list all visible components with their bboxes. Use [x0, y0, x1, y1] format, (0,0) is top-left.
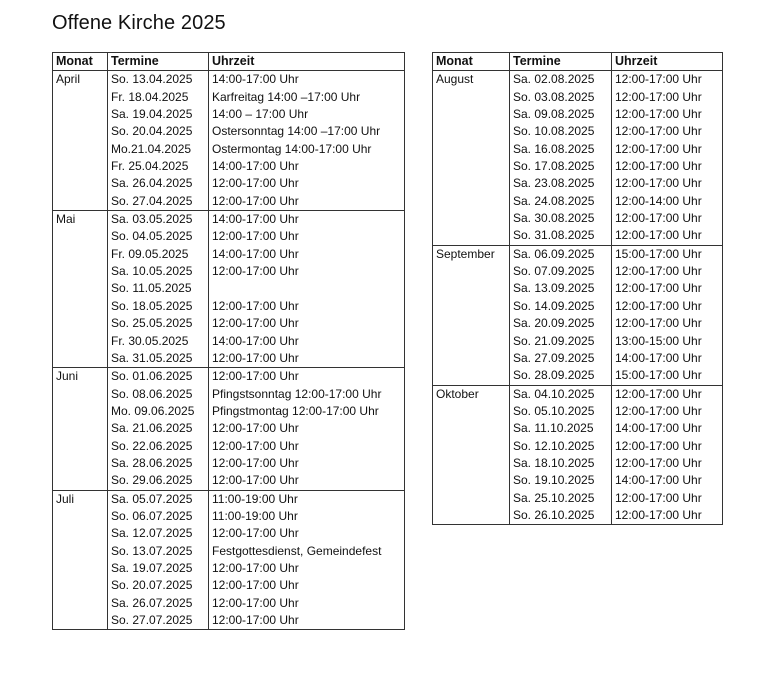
date-cell: So. 13.04.2025	[108, 71, 209, 89]
header-dates: Termine	[510, 53, 612, 71]
table-row	[433, 245, 723, 263]
time-cell: Pfingstmontag 12:00-17:00 Uhr	[212, 403, 379, 418]
time-cell: 14:00-17:00 Uhr	[212, 246, 299, 261]
time-cell: 12:00-17:00 Uhr	[212, 438, 299, 453]
date-cell: Sa. 24.08.2025	[510, 193, 612, 210]
date-cell: Sa. 25.10.2025	[510, 490, 612, 507]
time-cell: 12:00-17:00 Uhr	[212, 229, 299, 244]
table-row	[53, 490, 405, 508]
time-cell: 12:00-17:00 Uhr	[615, 211, 702, 226]
time-cell: 12:00-17:00 Uhr	[615, 316, 702, 331]
date-cell: So. 31.08.2025	[510, 227, 612, 245]
time-cell: 12:00-17:00 Uhr	[212, 298, 299, 313]
time-cell: 12:00-17:00 Uhr	[212, 193, 299, 208]
time-cell: 12:00-17:00 Uhr	[615, 264, 702, 279]
date-cell: Sa. 23.08.2025	[510, 175, 612, 192]
date-cell: Sa. 05.07.2025	[108, 490, 209, 508]
date-cell: Sa. 19.07.2025	[108, 560, 209, 577]
date-cell: So. 12.10.2025	[510, 438, 612, 455]
month-cell: August	[433, 71, 510, 245]
date-cell: So. 01.06.2025	[108, 368, 209, 386]
time-cell: 12:00-17:00 Uhr	[212, 455, 299, 470]
time-cell: 12:00-17:00 Uhr	[212, 578, 299, 593]
date-cell: Fr. 30.05.2025	[108, 333, 209, 350]
schedule-table-right	[432, 52, 723, 525]
time-cell: 12:00-17:00 Uhr	[212, 316, 299, 331]
date-cell: Sa. 02.08.2025	[510, 71, 612, 89]
date-cell: So. 22.06.2025	[108, 438, 209, 455]
header-time: Uhrzeit	[612, 53, 723, 71]
time-cell: 12:00-17:00 Uhr	[615, 281, 702, 296]
month-cell: Juni	[53, 368, 108, 490]
time-cell: 12:00-17:00 Uhr	[615, 490, 702, 505]
date-cell: Sa. 30.08.2025	[510, 210, 612, 227]
month-cell: September	[433, 245, 510, 385]
time-cell: 14:00 – 17:00 Uhr	[212, 107, 309, 122]
time-cell: 12:00-17:00 Uhr	[612, 385, 723, 403]
time-cell: 12:00-17:00 Uhr	[615, 124, 702, 139]
time-cell: Ostermontag 14:00-17:00 Uhr	[212, 141, 372, 156]
header-month: Monat	[53, 53, 108, 71]
time-cell: 12:00-17:00 Uhr	[212, 350, 299, 365]
date-cell: Mo.21.04.2025	[108, 141, 209, 158]
time-cell: 12:00-17:00 Uhr	[615, 298, 702, 313]
date-cell: Sa. 31.05.2025	[108, 350, 209, 368]
date-cell: So. 20.07.2025	[108, 577, 209, 594]
date-cell: So. 21.09.2025	[510, 333, 612, 350]
time-cell: 12:00-17:00 Uhr	[615, 176, 702, 191]
date-cell: Sa. 20.09.2025	[510, 315, 612, 332]
time-cell	[209, 280, 405, 297]
time-cell: 11:00-19:00 Uhr	[212, 508, 298, 523]
table-header-row	[53, 53, 405, 71]
date-cell: Sa. 11.10.2025	[510, 420, 612, 437]
table-row	[53, 368, 405, 386]
date-cell: So. 26.10.2025	[510, 507, 612, 525]
time-cell: 12:00-17:00 Uhr	[212, 595, 299, 610]
date-cell: Fr. 25.04.2025	[108, 158, 209, 175]
date-cell: Sa. 03.05.2025	[108, 211, 209, 229]
time-cell: Festgottesdienst, Gemeindefest	[212, 543, 382, 558]
table-row	[433, 71, 723, 89]
time-cell: 12:00-17:00 Uhr	[212, 526, 299, 541]
time-cell: 12:00-17:00 Uhr	[615, 228, 702, 243]
date-cell: So. 20.04.2025	[108, 123, 209, 140]
time-cell: 12:00-17:00 Uhr	[615, 438, 702, 453]
date-cell: Sa. 16.08.2025	[510, 141, 612, 158]
date-cell: So. 18.05.2025	[108, 298, 209, 315]
date-cell: So. 11.05.2025	[108, 280, 209, 297]
date-cell: Sa. 28.06.2025	[108, 455, 209, 472]
date-cell: Sa. 26.07.2025	[108, 595, 209, 612]
time-cell: 11:00-19:00 Uhr	[209, 490, 405, 508]
date-cell: So. 03.08.2025	[510, 89, 612, 106]
time-cell: 12:00-17:00 Uhr	[615, 159, 702, 174]
date-cell: Sa. 13.09.2025	[510, 280, 612, 297]
time-cell: 12:00-17:00 Uhr	[212, 473, 299, 488]
schedule-body-left	[53, 71, 405, 630]
date-cell: Sa. 04.10.2025	[510, 385, 612, 403]
month-cell: April	[53, 71, 108, 211]
table-row	[53, 211, 405, 229]
time-cell: 14:00-17:00 Uhr	[615, 473, 702, 488]
time-cell: 12:00-17:00 Uhr	[212, 264, 299, 279]
time-cell: 12:00-17:00 Uhr	[615, 89, 702, 104]
month-cell: Mai	[53, 211, 108, 368]
time-cell: 12:00-17:00 Uhr	[615, 72, 702, 87]
date-cell: Sa. 06.09.2025	[510, 245, 612, 263]
date-cell: So. 17.08.2025	[510, 158, 612, 175]
date-cell: So. 10.08.2025	[510, 123, 612, 140]
time-cell: 12:00-17:00 Uhr	[212, 613, 299, 627]
schedule-table-left	[52, 52, 405, 630]
header-time: Uhrzeit	[209, 53, 405, 71]
time-cell: 12:00-17:00 Uhr	[615, 507, 702, 522]
time-cell: 14:00-17:00 Uhr	[615, 350, 702, 365]
time-cell: Ostersonntag 14:00 –17:00 Uhr	[212, 124, 381, 139]
date-cell: Mo. 09.06.2025	[108, 403, 209, 420]
time-cell: Pfingstsonntag 12:00-17:00 Uhr	[212, 386, 382, 401]
time-cell: 13:00-15:00 Uhr	[615, 333, 702, 348]
date-cell: So. 27.04.2025	[108, 193, 209, 211]
date-cell: So. 07.09.2025	[510, 263, 612, 280]
header-dates: Termine	[108, 53, 209, 71]
time-cell: 12:00-17:00 Uhr	[615, 141, 702, 156]
time-cell: 12:00-17:00 Uhr	[209, 368, 405, 386]
date-cell: So. 27.07.2025	[108, 612, 209, 630]
table-row	[433, 385, 723, 403]
date-cell: So. 14.09.2025	[510, 298, 612, 315]
table-header-row	[433, 53, 723, 71]
date-cell: Sa. 21.06.2025	[108, 420, 209, 437]
time-cell: 15:00-17:00 Uhr	[612, 245, 723, 263]
month-cell: Oktober	[433, 385, 510, 525]
time-cell: 12:00-17:00 Uhr	[212, 421, 299, 436]
month-cell: Juli	[53, 490, 108, 630]
date-cell: Sa. 10.05.2025	[108, 263, 209, 280]
date-cell: So. 19.10.2025	[510, 472, 612, 489]
schedule-body-right	[433, 71, 723, 525]
date-cell: Sa. 27.09.2025	[510, 350, 612, 367]
date-cell: So. 13.07.2025	[108, 543, 209, 560]
date-cell: So. 08.06.2025	[108, 386, 209, 403]
date-cell: Sa. 09.08.2025	[510, 106, 612, 123]
date-cell: So. 04.05.2025	[108, 228, 209, 245]
table-row	[53, 71, 405, 89]
date-cell: Sa. 19.04.2025	[108, 106, 209, 123]
date-cell: Sa. 12.07.2025	[108, 525, 209, 542]
date-cell: Sa. 18.10.2025	[510, 455, 612, 472]
date-cell: So. 29.06.2025	[108, 472, 209, 490]
date-cell: So. 06.07.2025	[108, 508, 209, 525]
date-cell: So. 05.10.2025	[510, 403, 612, 420]
time-cell: 14:00-17:00 Uhr	[212, 159, 299, 174]
time-cell: 14:00-17:00 Uhr	[615, 421, 702, 436]
time-cell: 12:00-17:00 Uhr	[212, 560, 299, 575]
time-cell: 14:00-17:00 Uhr	[209, 211, 405, 229]
date-cell: So. 28.09.2025	[510, 367, 612, 385]
time-cell: 12:00-17:00 Uhr	[615, 403, 702, 418]
date-cell: Sa. 26.04.2025	[108, 175, 209, 192]
time-cell: 14:00-17:00 Uhr	[212, 333, 299, 348]
time-cell: 12:00-17:00 Uhr	[615, 107, 702, 122]
time-cell: 12:00-17:00 Uhr	[212, 176, 299, 191]
time-cell: 14:00-17:00 Uhr	[212, 72, 299, 87]
time-cell: 12:00-17:00 Uhr	[615, 455, 702, 470]
time-cell: 15:00-17:00 Uhr	[615, 368, 702, 383]
time-cell: 12:00-14:00 Uhr	[615, 193, 702, 208]
date-cell: Fr. 18.04.2025	[108, 89, 209, 106]
time-cell: Karfreitag 14:00 –17:00 Uhr	[212, 89, 361, 104]
header-month: Monat	[433, 53, 510, 71]
page-title: Offene Kirche 2025	[52, 12, 226, 34]
date-cell: Fr. 09.05.2025	[108, 246, 209, 263]
date-cell: So. 25.05.2025	[108, 315, 209, 332]
